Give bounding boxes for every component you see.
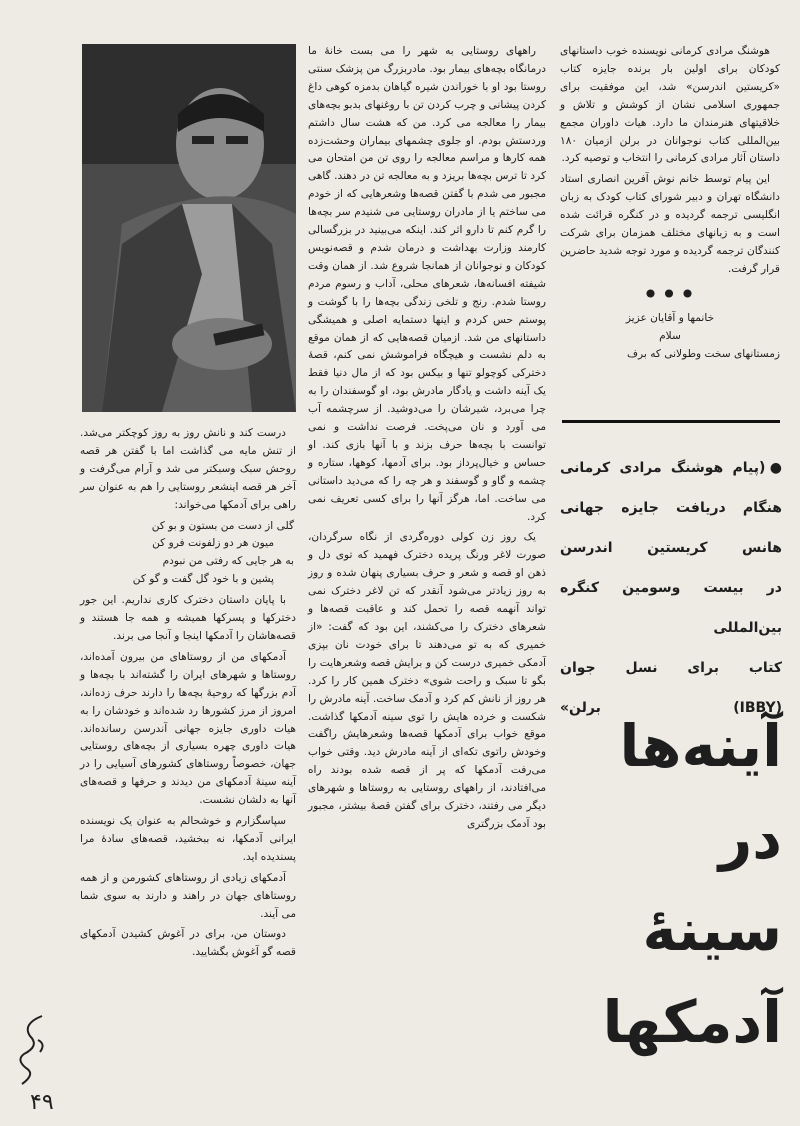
article-subheading xyxy=(560,448,782,728)
body-paragraph: آدمکهای زیادی از روستاهای کشورمن و از همه روستاهای جهان در راهند و دارند به سوی شما می آیند. xyxy=(80,871,296,920)
subheading-line: ●(پیام هوشنگ مرادی کرمانی xyxy=(560,460,782,476)
intro-paragraph: این پیام توسط خانم نوش آفرین انصاری استاد دانشگاه تهران و دبیر شورای کتاب کودک به زبان انگلیسی ترجمه گردیده و در کنگره قرائت شده است و به زبانهای مختلف همزمان برای شرکت کنندگان ترجمه گردیده و مورد توجه شدید حاضرین قرار گرفت. xyxy=(560,173,780,275)
page-number: ۴۹ xyxy=(30,1090,54,1115)
body-paragraph: با پایان داستان دخترک کاری نداریم. این جور دخترکها و پسرکها همیشه و همه جا هستند و قصه‌هاشان را آدمکها اینجا و آنجا می برند. xyxy=(80,594,296,642)
title-line: آدمکها xyxy=(602,988,782,1056)
poem-line: میون هر دو زلفونت فرو کن xyxy=(152,537,274,550)
body-paragraph: درست کند و نانش روز به روز کوچکتر می‌شد. از تنش مایه می گذاشت اما با گفتن هر قصه روحش سبک وسبکتر می شد و آرام می‌گرفت و آخر هر قصه اینشعر روستایی را هم به عنوان سر راهی برای آدمکها می‌خواند: xyxy=(80,427,296,511)
greeting-line: سلام xyxy=(659,329,681,342)
kerman-signature-logo xyxy=(12,1010,52,1090)
intro-paragraph: هوشنگ مرادی کرمانی نویسنده خوب داستانهای کودکان برای اولین بار برنده جایزه کتاب «کریستین اندرسن» شد، این موفقیت برای جمهوری اسلامی نشان از کوشش و تلاش و خلاقیتهای هنرمندان ما دارد. هیات داوران مجمع بین‌المللی کتاب نوجوانان در برلن ازمیان ۱۸۰ داستان آثار مرادی کرمانی را انتخاب و توصیه کرد. xyxy=(560,45,780,165)
folk-poem xyxy=(80,518,296,590)
body-paragraph: دوستان من، برای در آغوش کشیدن آدمکهای قصه گو آغوش بگشایید. xyxy=(80,928,296,959)
greeting-line: خانمها و آقایان عزیز xyxy=(625,311,715,324)
body-column-left xyxy=(80,425,296,965)
subheading-line: کتاب برای نسل جوان xyxy=(560,660,782,676)
body-paragraph: سپاسگزارم و خوشحالم به عنوان یک نویسنده ایرانی آدمکها، نه ببخشید، قصه‌های سادهٔ مرا پسندیده اید. xyxy=(80,815,296,863)
author-photo xyxy=(82,44,296,412)
body-paragraph: راههای روستایی به شهر را می بست خانهٔ ما درمانگاه بچه‌های بیمار بود. مادربزرگ من پزشک سنتی روستا بود او با خوراندن شیره گیاهان بدمزه کوهی داغ کردن پیشانی و چرب کردن تن با روغنهای بدبو بچه‌های بیمار را معالجه می کرد. من که هشت سال داشتم وردستش بودم. او جلوی چشمهای بیماران وحشت‌زده همه کارها و مراسم معالجه را روی تن من امتحان می کرد تا ترس بچه‌ها بریزد و به معالجه تن در دهند. گاهی مجبور می شدم با گفتن قصه‌ها وشعرهایی که از خودم می ساختم یا از مادران روستایی می شنیدم سر بچه‌ها را گرم کنم تا دارو اثر کند. اینکه می‌بینید در بزرگسالی کارمند وزارت بهداشت و درمان شدم و قصه‌نویس کودکان و نوجوانان از همانجا شروع شد. از همان وقت شیفته افسانه‌ها، شعرهای محلی، آداب و رسوم مردم روستا شدم. رنج و تلخی زندگی بچه‌ها را با گوشت و پوستم حس کردم و اینها دستمایه اصلی و همیشگی داستانهای من شد. ازمیان قصه‌هایی که از همان موقع به دلم نشست و هیچگاه فراموشش نمی کنم، قصهٔ دخترکی کوچولو تنها و بیکس بود که از مال دنیا فقط یک آینه داشت و یادگار مادرش بود، او گوسفندان را به چرا می‌برد، شیرشان را می‌دوشید. از سرچشمه آب می آورد و نان می‌پخت. فرصت نداشت و نمی توانست با بچه‌ها حرف بزند و با آنها بازی کند. او حساس و خیال‌پرداز بود. برای آدمها، کوهها، ستاره و چشمه و گاو و گوسفند و هر چه را که می‌دید داستانی می ساخت. اما، هرگز آنها را برای کسی تعریف نمی کرد. xyxy=(308,45,546,523)
body-paragraph: یک روز زن کولی دوره‌گردی از نگاه سرگردان، صورت لاغر ورنگ پریده دخترک فهمید که توی دل و ذهن او قصه و شعر و حرف بسیاری پنهان شده و روز به روز زیادتر می‌شود آنقدر که تن لاغر دخترک نمی تواند آنهمه قصه را تحمل کند و عاقبت قصه‌ها و شعرهای دخترک را می‌کشند، این بود که گفت: «از خمیری که به تو می‌دهند تا برای خودت نان بپزی آدمکی خمیری درست کن و برایش قصه وشعرهایت را بگو تا سبک و راحت شوی» دخترک همین کار را کرد. هر روز از نانش کم کرد و آدمک ساخت. آینه مادرش را شکست و خرده هایش را توی سینه آدمکها گذاشت. موقع خواب برای آدمکها قصه‌ها وشعرهایش راگفت وخودش راتوی تکه‌ای از آینه مادرش دید. وقتی خواب می‌رفت آدمکها که پر از قصه شده بودند راه می‌افتادند، از راههای روستایی به روستاها و شهرهای دیگر می رفتند، دخترک برای گفتن قصهٔ بیشتر، مجبور بود آدمک بزرگتری xyxy=(308,531,546,830)
poem-line: به هر جایی که رفتی من نبودم xyxy=(162,555,294,568)
body-paragraph: آدمکهای من از روستاهای من بیرون آمده‌اند، روستاها و شهرهای ایران را گشته‌اند با بچه‌ها و آدم بزرگها که روحیهٔ بچه‌ها را دارند حرف زده‌اند، امروز از مرز کشورها رد شده‌اند و خودشان را به هیات داوری جایزه جهانی آندرسن رسانده‌اند. هیات داوری چهره بسیاری از بچه‌های روستایی جهان، خصوصاً روستاهای کشورهای آسیایی را در آینه سینهٔ آدمکهای من دیدند و حرفها و قصه‌های آنها به دلشان نشست. xyxy=(80,650,296,807)
greeting xyxy=(560,309,780,363)
subheading-line: هانس کریستین اندرسن xyxy=(560,540,782,556)
poem-line: گلی از دست من بستون و بو کن xyxy=(151,519,294,532)
title-line: آینه‌ها xyxy=(619,712,782,780)
author-photo-image xyxy=(82,44,296,412)
article-title xyxy=(560,700,782,1068)
subheading-line: در بیست وسومین کنگره بین‌المللی xyxy=(560,580,782,636)
poem-line: پشین و با خود گل گفت و گو کن xyxy=(132,573,274,586)
separator-dots: ••• xyxy=(642,277,698,311)
intro-column xyxy=(560,43,780,363)
body-column-middle xyxy=(308,43,546,837)
section-divider xyxy=(562,420,780,423)
greeting-line: زمستانهای سخت وطولانی که برف xyxy=(627,347,780,360)
subheading-line: (IBBY) برلن» xyxy=(560,700,782,716)
title-line: سینهٔ xyxy=(642,896,782,964)
subheading-line: هنگام دریافت جایزه جهانی xyxy=(560,500,782,516)
title-line: در xyxy=(718,804,782,872)
